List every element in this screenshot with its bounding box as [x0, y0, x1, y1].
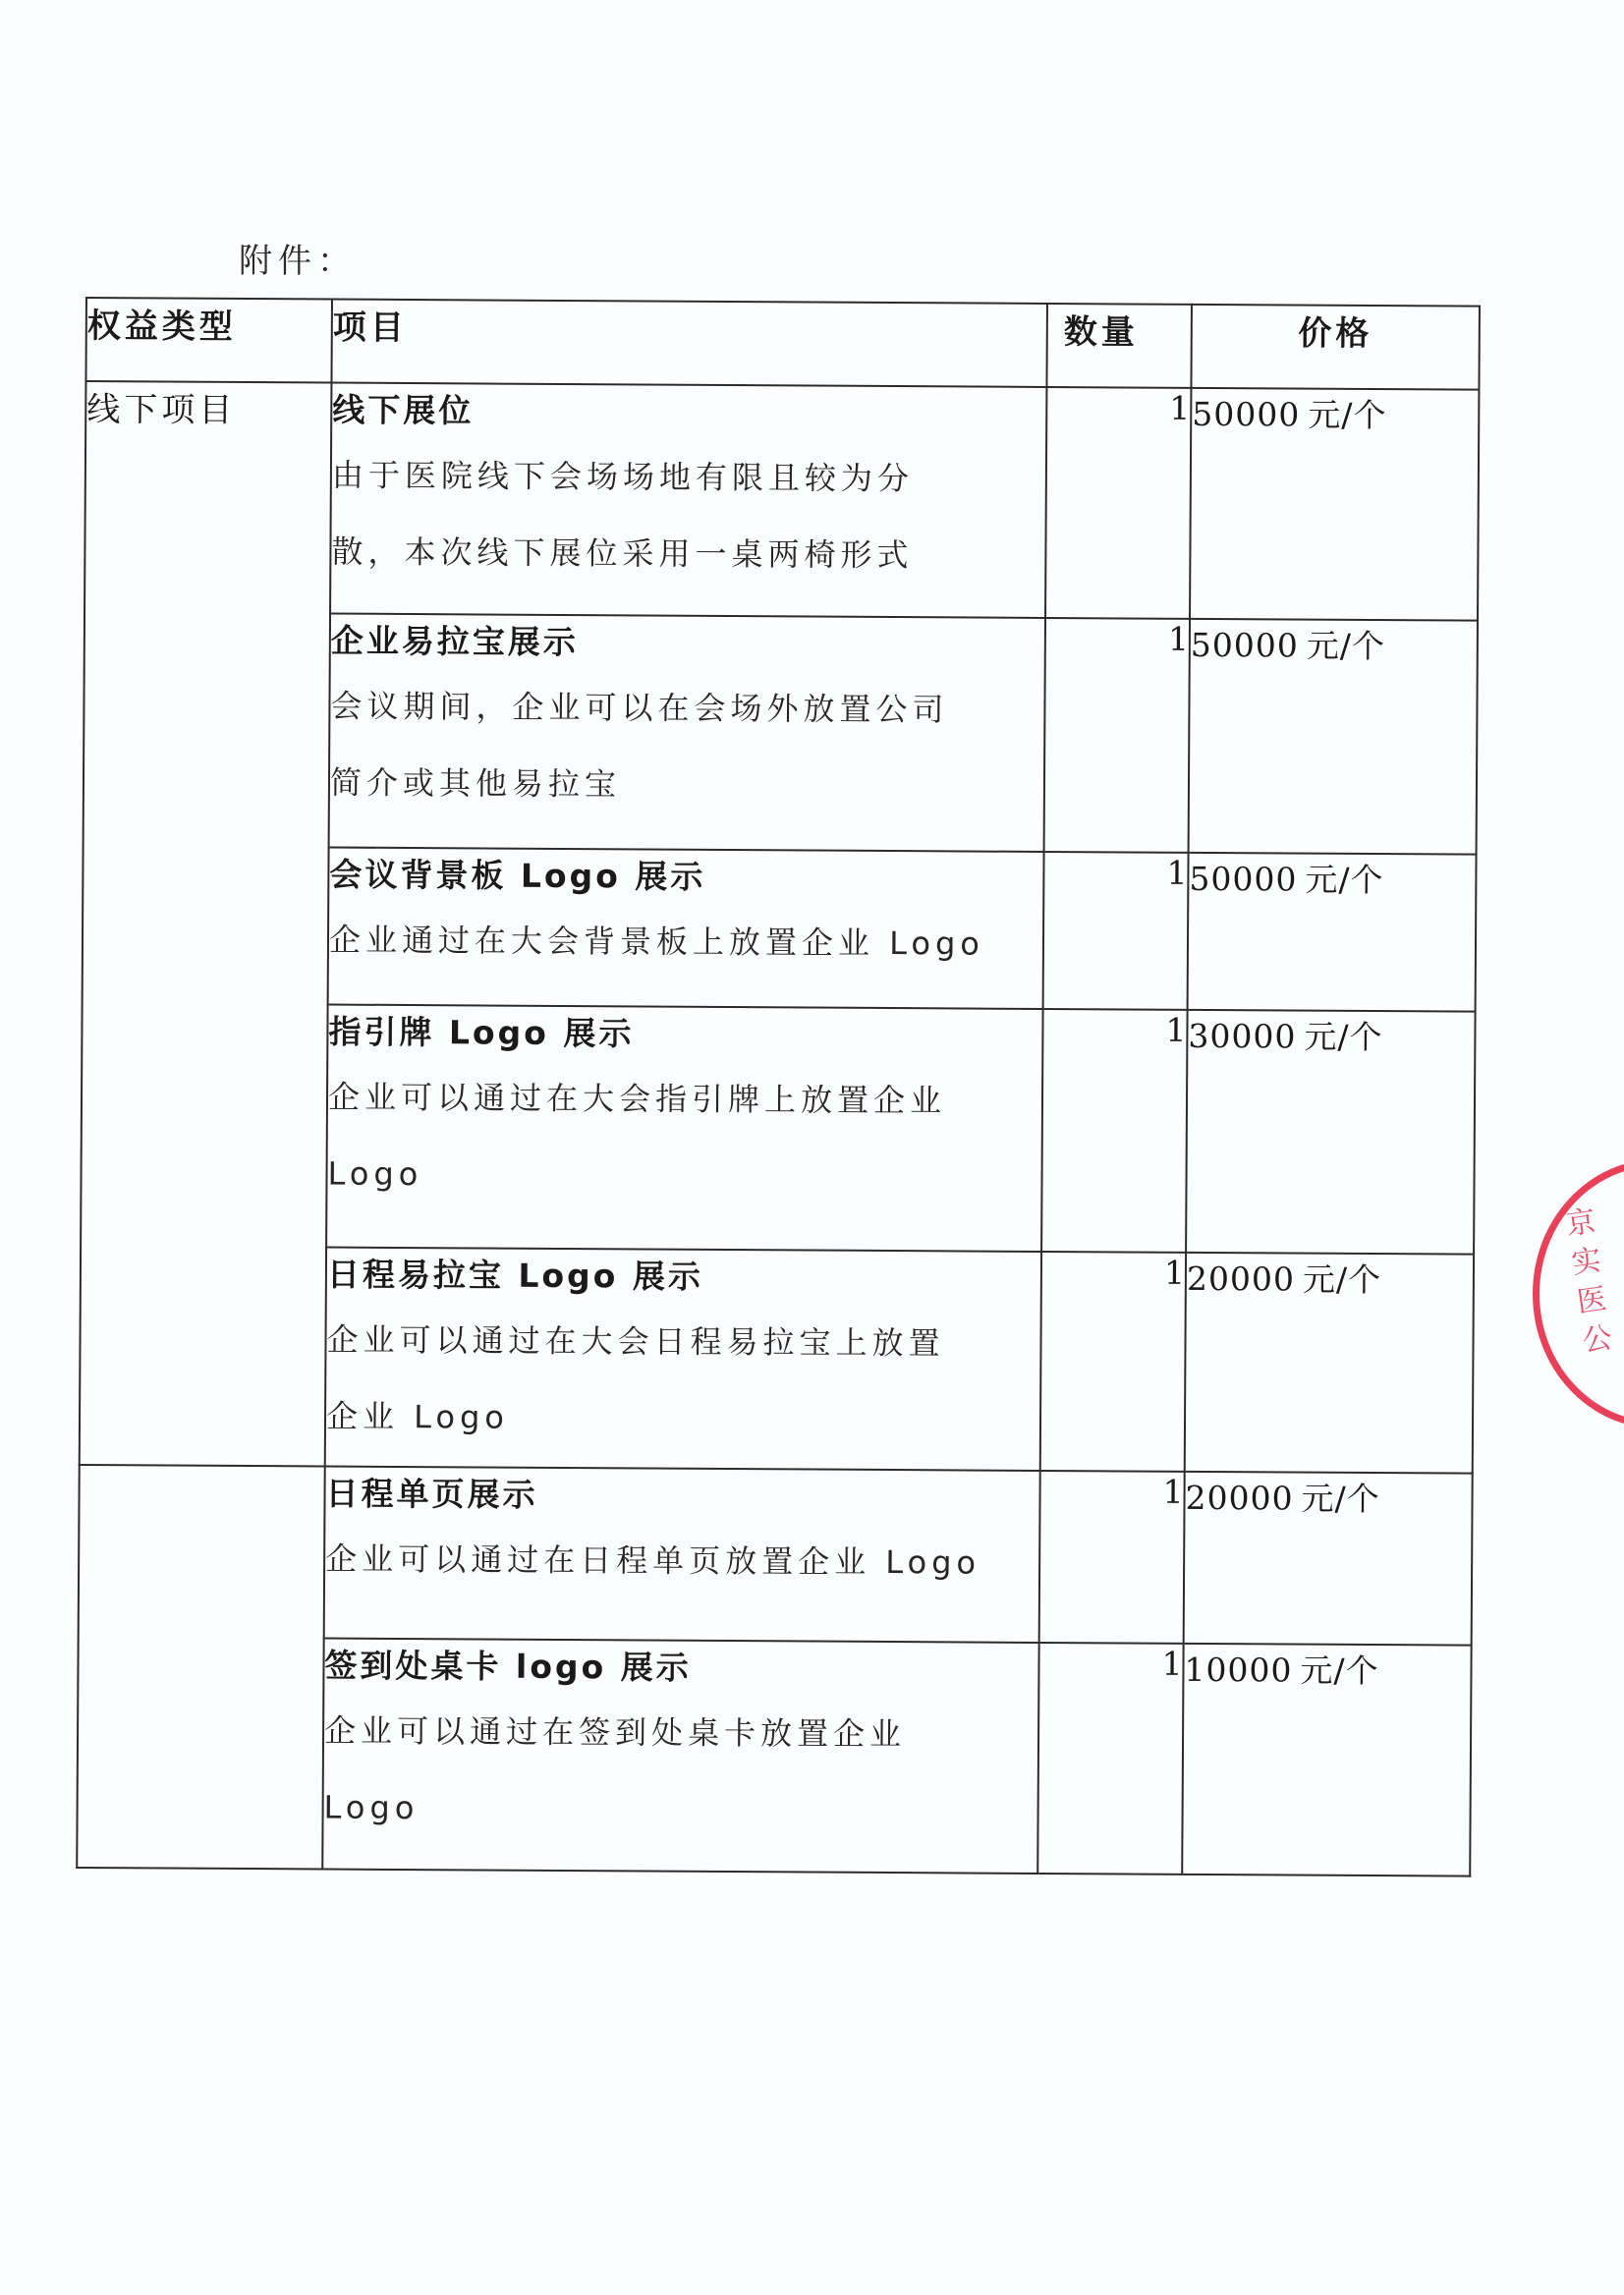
table-row [84, 381, 1479, 621]
item-desc-line: Logo [323, 1788, 420, 1827]
header-quantity: 数量 [1046, 304, 1192, 388]
price-unit: 元/个 [1304, 1017, 1383, 1057]
item-title: 签到处桌卡 logo 展示 [324, 1646, 692, 1687]
quantity-cell: 1 [1044, 618, 1190, 853]
seal-text: 京实医公 [1558, 1204, 1614, 1366]
quantity-cell: 1 [1037, 1643, 1183, 1875]
item-desc-line: 企业通过在大会背景板上放置企业 Logo [328, 921, 985, 963]
item-desc-line: 散，本次线下展位采用一桌两椅形式 [331, 532, 914, 575]
item-desc-line: 企业 Logo [325, 1397, 510, 1436]
price-amount: 10000 [1184, 1650, 1293, 1690]
item-title: 日程易拉宝 Logo 展示 [326, 1255, 704, 1296]
quantity-cell: 1 [1043, 852, 1189, 1010]
item-desc-line: 简介或其他易拉宝 [329, 763, 622, 804]
item-desc-line: 会议期间，企业可以在会场外放置公司 [330, 687, 949, 729]
benefit-type-cell [77, 1465, 324, 1870]
price-cell [1188, 853, 1477, 1012]
red-seal-stamp-icon [1533, 1159, 1624, 1415]
price-unit: 元/个 [1302, 1259, 1382, 1300]
price-unit: 元/个 [1305, 860, 1384, 900]
header-item: 项目 [331, 300, 1047, 387]
quantity-cell: 1 [1041, 1009, 1188, 1253]
item-cell [330, 383, 1046, 618]
item-desc-line: 企业可以通过在大会日程易拉宝上放置 [326, 1320, 945, 1363]
attachment-label: 附件： [239, 242, 357, 281]
price-unit: 元/个 [1301, 1479, 1380, 1519]
header-benefit-type: 权益类型 [85, 298, 332, 383]
quantity-cell: 1 [1045, 387, 1191, 619]
price-amount: 50000 [1190, 625, 1299, 665]
price-amount: 50000 [1192, 394, 1301, 434]
price-unit: 元/个 [1308, 395, 1387, 435]
table-row [79, 1465, 1473, 1646]
price-unit: 元/个 [1306, 626, 1386, 666]
price-cell [1185, 1253, 1474, 1474]
item-desc-line: 企业可以通过在日程单页放置企业 Logo [325, 1539, 981, 1582]
item-title: 线下展位 [332, 390, 475, 430]
item-cell [325, 1248, 1041, 1471]
item-desc-line: Logo [327, 1154, 423, 1194]
price-cell [1190, 388, 1479, 621]
item-title: 会议背景板 Logo 展示 [329, 855, 706, 896]
item-cell [326, 1005, 1042, 1252]
price-amount: 50000 [1189, 859, 1298, 899]
item-desc-line: 企业可以通过在大会指引牌上放置企业 [327, 1078, 947, 1120]
price-amount: 30000 [1188, 1016, 1297, 1056]
price-cell [1189, 619, 1478, 855]
item-desc-line: 企业可以通过在签到处桌卡放置企业 [323, 1711, 907, 1754]
price-amount: 20000 [1185, 1478, 1294, 1518]
price-amount: 20000 [1186, 1259, 1296, 1299]
price-cell [1182, 1644, 1471, 1876]
header-price: 价格 [1191, 305, 1480, 390]
item-title: 企业易拉宝展示 [330, 621, 579, 662]
item-cell [324, 1467, 1040, 1643]
price-cell [1186, 1010, 1476, 1255]
quantity-cell: 1 [1040, 1252, 1186, 1472]
item-title: 日程单页展示 [325, 1474, 538, 1514]
price-cell [1184, 1472, 1473, 1646]
item-cell [328, 848, 1044, 1009]
pricing-table-wrapper [76, 297, 1479, 1877]
price-unit: 元/个 [1300, 1651, 1379, 1691]
quantity-cell: 1 [1039, 1471, 1185, 1644]
seal-ring [1533, 1159, 1624, 1428]
item-cell [329, 614, 1045, 852]
benefit-type-cell: 线下项目 [80, 381, 332, 1467]
item-title: 指引牌 Logo 展示 [328, 1012, 635, 1053]
item-desc-line: 由于医院线下会场场地有限且较为分 [331, 456, 915, 498]
item-cell [322, 1639, 1038, 1874]
table-header-row [85, 298, 1479, 390]
sponsorship-pricing-table [76, 297, 1481, 1877]
